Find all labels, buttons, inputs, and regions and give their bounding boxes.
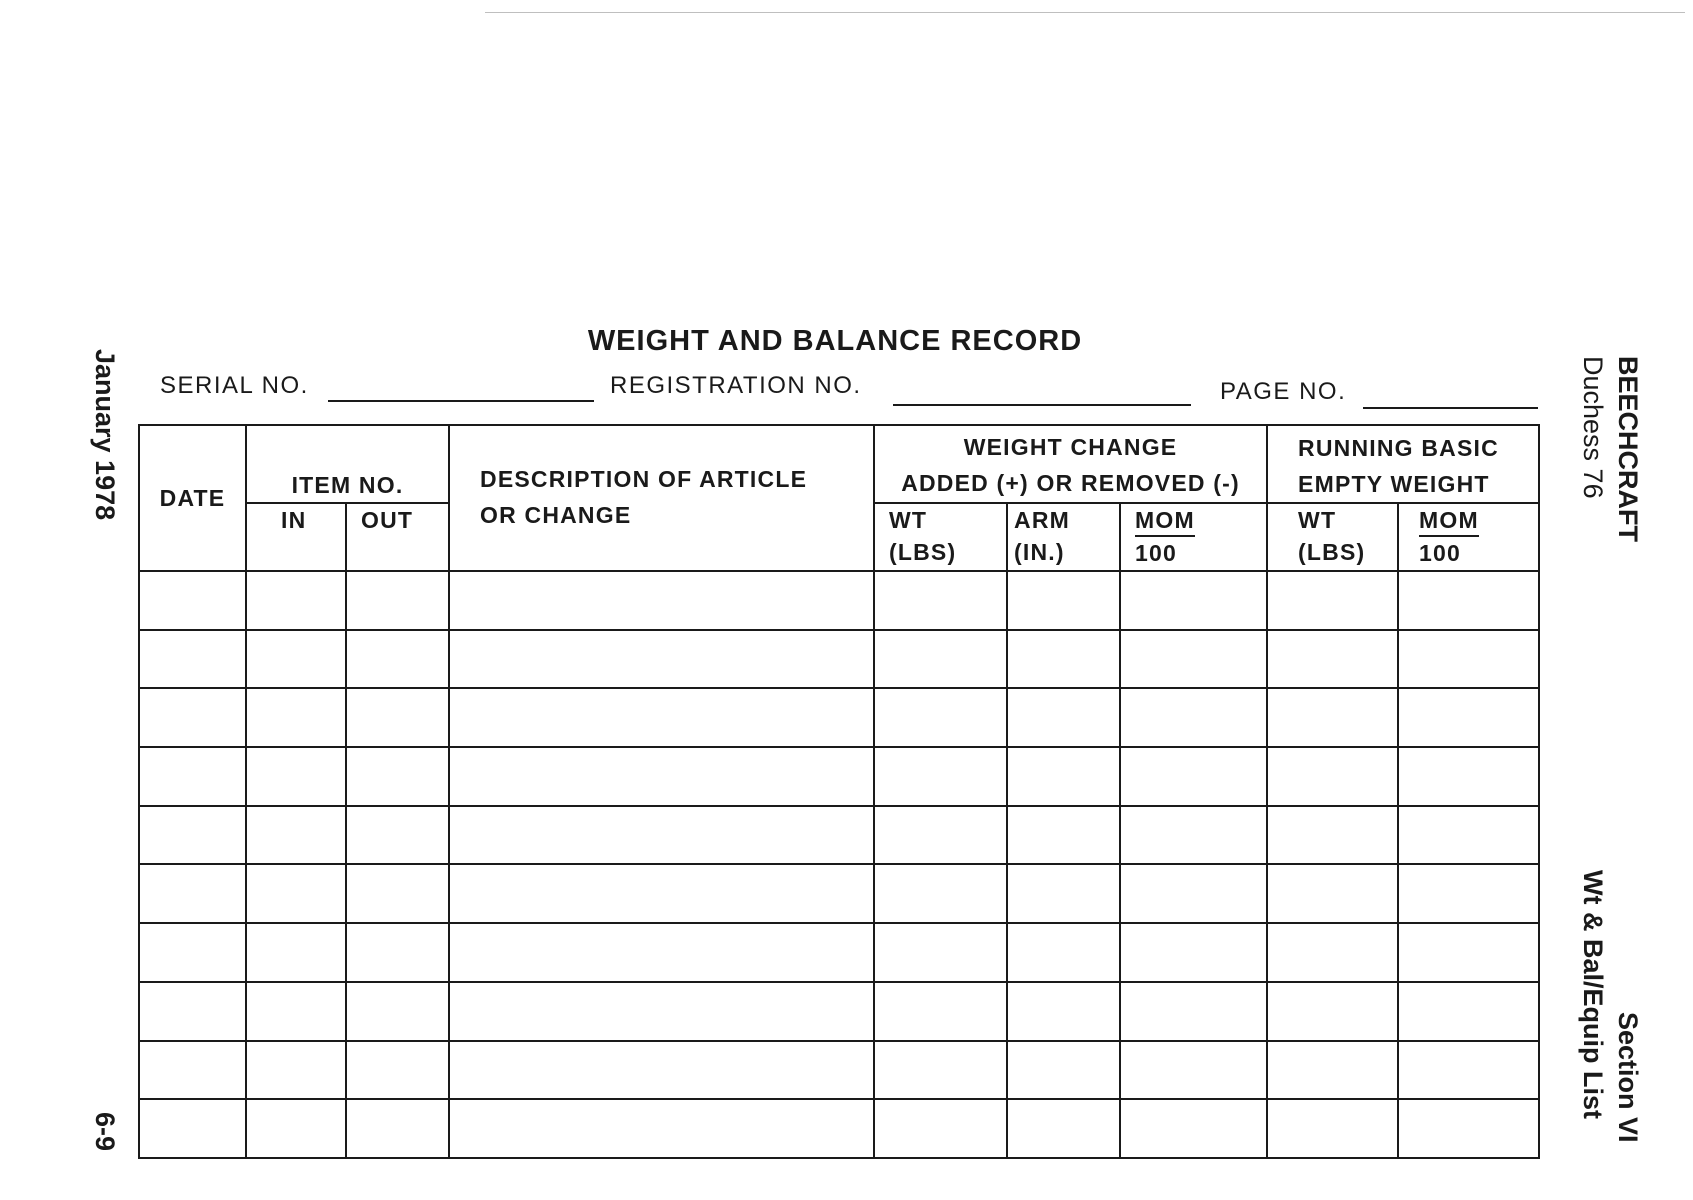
registration-field[interactable] <box>893 404 1191 406</box>
entry-cell[interactable] <box>449 806 874 865</box>
table-row <box>139 1041 1539 1100</box>
entry-cell[interactable] <box>1120 630 1267 689</box>
table-row <box>139 806 1539 865</box>
header-rb-wt-label: WT <box>1298 507 1337 533</box>
entry-cell[interactable] <box>1007 864 1120 923</box>
entry-cell[interactable] <box>1007 630 1120 689</box>
entry-cell[interactable] <box>346 1041 449 1100</box>
entry-cell[interactable] <box>1007 923 1120 982</box>
entry-cell[interactable] <box>346 630 449 689</box>
header-rb-mom-divisor: 100 <box>1419 540 1462 566</box>
entry-cell[interactable] <box>346 688 449 747</box>
entry-cell[interactable] <box>139 571 246 630</box>
header-rb-mom-label: MOM <box>1419 506 1479 537</box>
header-description-line1: DESCRIPTION OF ARTICLE <box>480 466 808 492</box>
header-weight-change <box>874 425 1267 503</box>
page-label: PAGE NO. <box>1220 378 1347 405</box>
entry-cell[interactable] <box>1007 1041 1120 1100</box>
entry-cell[interactable] <box>1007 747 1120 806</box>
entry-cell[interactable] <box>139 923 246 982</box>
entry-cell[interactable] <box>874 630 1007 689</box>
entry-cell[interactable] <box>139 864 246 923</box>
entry-cell[interactable] <box>1398 923 1539 982</box>
table-row <box>139 1099 1539 1158</box>
header-running-basic-line1: RUNNING BASIC <box>1298 435 1499 461</box>
entry-cell[interactable] <box>246 571 346 630</box>
margin-section-title: Wt & Bal/Equip List <box>1578 870 1608 1119</box>
entry-cell[interactable] <box>346 864 449 923</box>
entry-cell[interactable] <box>1267 747 1398 806</box>
entry-cell[interactable] <box>1007 571 1120 630</box>
header-wc-wt-unit: (LBS) <box>889 539 957 565</box>
entry-cell[interactable] <box>246 1041 346 1100</box>
entry-cell[interactable] <box>449 747 874 806</box>
margin-date: January 1978 <box>90 349 120 521</box>
entry-cell[interactable] <box>1120 571 1267 630</box>
header-weight-change-line1: WEIGHT CHANGE <box>963 434 1178 460</box>
entry-cell[interactable] <box>874 571 1007 630</box>
header-wc-mom-label: MOM <box>1135 506 1195 537</box>
entry-cell[interactable] <box>1267 1041 1398 1100</box>
entry-cell[interactable] <box>139 688 246 747</box>
entry-cell[interactable] <box>246 630 346 689</box>
entry-cell[interactable] <box>874 747 1007 806</box>
table-row <box>139 982 1539 1041</box>
serial-field[interactable] <box>328 400 594 402</box>
header-wc-wt-label: WT <box>889 507 928 533</box>
entry-cell[interactable] <box>449 982 874 1041</box>
header-weight-change-line2: ADDED (+) OR REMOVED (-) <box>901 470 1240 496</box>
margin-model: Duchess 76 <box>1578 356 1608 499</box>
entry-cell[interactable] <box>1267 923 1398 982</box>
entry-cell[interactable] <box>1267 1099 1398 1158</box>
table-row <box>139 747 1539 806</box>
header-wc-arm-label: ARM <box>1014 507 1070 533</box>
entry-cell[interactable] <box>346 982 449 1041</box>
entry-cell[interactable] <box>1398 1099 1539 1158</box>
entry-cell[interactable] <box>246 864 346 923</box>
entry-cell[interactable] <box>1120 747 1267 806</box>
entry-cell[interactable] <box>1120 806 1267 865</box>
entry-cell[interactable] <box>449 923 874 982</box>
entry-cell[interactable] <box>449 1099 874 1158</box>
entry-cell[interactable] <box>1398 864 1539 923</box>
entry-cell[interactable] <box>1398 747 1539 806</box>
table-row <box>139 923 1539 982</box>
header-wc-wt <box>874 503 1007 571</box>
entry-cell[interactable] <box>139 1099 246 1158</box>
header-wc-arm-unit: (IN.) <box>1014 539 1065 565</box>
entry-cell[interactable] <box>1007 1099 1120 1158</box>
entry-cell[interactable] <box>1267 806 1398 865</box>
page-field[interactable] <box>1363 407 1538 409</box>
entry-cell[interactable] <box>1120 982 1267 1041</box>
entry-cell[interactable] <box>139 747 246 806</box>
entry-cell[interactable] <box>874 1099 1007 1158</box>
entry-cell[interactable] <box>139 1041 246 1100</box>
entry-cell[interactable] <box>1267 982 1398 1041</box>
entry-cell[interactable] <box>1007 982 1120 1041</box>
margin-section: Section VI <box>1613 1012 1643 1143</box>
entry-cell[interactable] <box>1120 688 1267 747</box>
entry-cell[interactable] <box>346 806 449 865</box>
table-row <box>139 688 1539 747</box>
entry-cell[interactable] <box>1398 806 1539 865</box>
entry-cell[interactable] <box>346 923 449 982</box>
entry-cell[interactable] <box>139 630 246 689</box>
entry-cell[interactable] <box>246 747 346 806</box>
header-rb-wt <box>1267 503 1398 571</box>
entry-cell[interactable] <box>1398 688 1539 747</box>
header-date: DATE <box>139 425 246 571</box>
entry-cell[interactable] <box>449 630 874 689</box>
entry-cell[interactable] <box>874 923 1007 982</box>
entry-cell[interactable] <box>874 806 1007 865</box>
entry-cell[interactable] <box>1398 982 1539 1041</box>
entry-cell[interactable] <box>449 1041 874 1100</box>
entry-cell[interactable] <box>1007 806 1120 865</box>
entry-cell[interactable] <box>874 688 1007 747</box>
weight-balance-table <box>138 424 1540 1159</box>
entry-cell[interactable] <box>1267 571 1398 630</box>
entry-cell[interactable] <box>449 688 874 747</box>
entry-cell[interactable] <box>1267 864 1398 923</box>
entry-cell[interactable] <box>139 982 246 1041</box>
header-item-no: ITEM NO. <box>246 425 449 503</box>
entry-cell[interactable] <box>449 571 874 630</box>
entry-cell[interactable] <box>139 806 246 865</box>
entry-cell[interactable] <box>246 806 346 865</box>
entry-cell[interactable] <box>1120 1041 1267 1100</box>
entry-cell[interactable] <box>246 688 346 747</box>
table-row <box>139 571 1539 630</box>
header-item-out: OUT <box>346 503 449 571</box>
entry-cell[interactable] <box>449 864 874 923</box>
record-rows <box>139 571 1539 1158</box>
entry-cell[interactable] <box>246 982 346 1041</box>
margin-page-number: 6-9 <box>90 1112 120 1152</box>
scan-artifact-line <box>485 12 1685 13</box>
entry-cell[interactable] <box>246 1099 346 1158</box>
entry-cell[interactable] <box>1267 630 1398 689</box>
entry-cell[interactable] <box>346 747 449 806</box>
header-item-in: IN <box>246 503 346 571</box>
form-title: WEIGHT AND BALANCE RECORD <box>587 325 1083 357</box>
entry-cell[interactable] <box>874 982 1007 1041</box>
header-wc-mom <box>1120 503 1267 571</box>
header-running-basic-line2: EMPTY WEIGHT <box>1298 471 1490 497</box>
serial-label: SERIAL NO. <box>160 372 309 399</box>
header-description <box>449 425 874 571</box>
entry-cell[interactable] <box>1120 923 1267 982</box>
header-description-line2: OR CHANGE <box>480 502 632 528</box>
entry-cell[interactable] <box>1120 1099 1267 1158</box>
margin-brand: BEECHCRAFT <box>1613 356 1643 542</box>
entry-cell[interactable] <box>1267 688 1398 747</box>
header-wc-arm <box>1007 503 1120 571</box>
entry-cell[interactable] <box>1398 1041 1539 1100</box>
entry-cell[interactable] <box>1398 630 1539 689</box>
header-wc-mom-divisor: 100 <box>1135 540 1177 566</box>
entry-cell[interactable] <box>1398 571 1539 630</box>
header-rb-wt-unit: (LBS) <box>1298 539 1366 565</box>
table-row <box>139 630 1539 689</box>
table-row <box>139 864 1539 923</box>
header-running-basic <box>1267 425 1539 503</box>
registration-label: REGISTRATION NO. <box>610 372 862 399</box>
entry-cell[interactable] <box>346 1099 449 1158</box>
entry-cell[interactable] <box>1007 688 1120 747</box>
entry-cell[interactable] <box>346 571 449 630</box>
entry-cell[interactable] <box>874 1041 1007 1100</box>
entry-cell[interactable] <box>874 864 1007 923</box>
entry-cell[interactable] <box>1120 864 1267 923</box>
header-rb-mom <box>1398 503 1539 571</box>
entry-cell[interactable] <box>246 923 346 982</box>
